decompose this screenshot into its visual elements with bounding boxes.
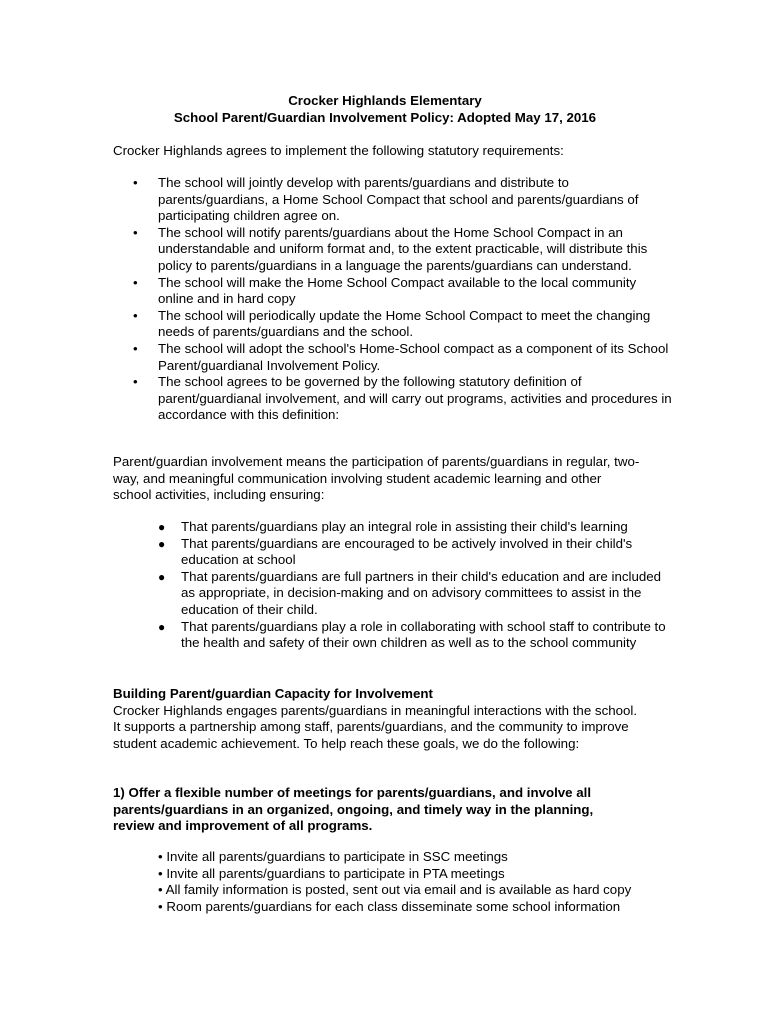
list-item bbox=[113, 225, 673, 275]
list-item bbox=[113, 374, 673, 424]
capacity-body: Crocker Highlands engages parents/guardians in meaningful interactions with the school. It supports a partnership among staff, parents/guardians, and the community to improve student academic achievement. To help reach these goals, we do the following: bbox=[113, 702, 638, 751]
list-item-text: The school will periodically update the Home School Compact to meet the changing needs of parents/guardians and the school. bbox=[158, 307, 651, 340]
list-item-text: The school will adopt the school's Home-School compact as a component of its School Parent/guardianal Involvement Policy. bbox=[158, 340, 669, 373]
list-item bbox=[113, 341, 673, 374]
list-item-text: The school will notify parents/guardians about the Home School Compact in an understandable and uniform format and, to the extent practicable, will distribute this policy to parents/guardians in a language the parents/guardians can understand. bbox=[158, 224, 648, 273]
list-item: • All family information is posted, sent out via email and is available as hard copy bbox=[158, 882, 632, 898]
policy-title: School Parent/Guardian Involvement Policy: Adopted May 17, 2016 bbox=[173, 110, 597, 125]
intro-paragraph: Crocker Highlands agrees to implement the following statutory requirements: bbox=[113, 143, 564, 158]
list-item bbox=[113, 619, 673, 652]
bullet-icon: ● bbox=[158, 536, 166, 551]
definition-paragraph: Parent/guardian involvement means the participation of parents/guardians in regular, two-way, and meaningful communication involving student academic learning and other school activities, including ensuring: bbox=[113, 454, 640, 503]
list-item bbox=[113, 175, 673, 225]
section1-list bbox=[158, 849, 678, 915]
bullet-icon: ● bbox=[158, 569, 166, 584]
list-item: • Room parents/guardians for each class disseminate some school information bbox=[158, 898, 621, 914]
list-item-text: The school will jointly develop with parents/guardians and distribute to parents/guardians, a Home School Compact that school and parents/guardians of participating children agree on. bbox=[158, 175, 639, 224]
list-item: • Invite all parents/guardians to participate in PTA meetings bbox=[158, 865, 505, 881]
capacity-section bbox=[113, 686, 643, 752]
requirements-list bbox=[113, 175, 673, 424]
school-name-title: Crocker Highlands Elementary bbox=[288, 93, 482, 108]
list-item-text: That parents/guardians play a role in collaborating with school staff to contribute to the health and safety of their own children as well as to the school community bbox=[181, 618, 666, 651]
bullet-icon: • bbox=[133, 175, 138, 190]
list-item-text: That parents/guardians play an integral role in assisting their child's learning bbox=[181, 519, 628, 534]
list-item bbox=[113, 275, 673, 308]
bullet-icon: ● bbox=[158, 619, 166, 634]
ensuring-list bbox=[113, 519, 673, 652]
bullet-icon: ● bbox=[158, 520, 166, 534]
list-item-text: That parents/guardians are full partners in their child's education and are included as appropriate, in decision-making and on advisory committees to assist in the education of their child. bbox=[181, 568, 662, 617]
bullet-icon: • bbox=[133, 374, 138, 390]
bullet-icon: • bbox=[133, 340, 138, 356]
list-item bbox=[113, 519, 673, 536]
bullet-icon: • bbox=[133, 274, 138, 290]
bullet-icon: • bbox=[133, 224, 138, 240]
list-item bbox=[113, 536, 673, 569]
section1-heading: 1) Offer a flexible number of meetings for parents/guardians, and involve all parents/guardians in an organized, ongoing, and timely way in the planning, review and improvement of all programs. bbox=[113, 785, 594, 834]
list-item-text: The school will make the Home School Compact available to the local community online and in hard copy bbox=[158, 274, 637, 307]
list-item bbox=[113, 308, 673, 341]
bullet-icon: • bbox=[133, 307, 138, 323]
capacity-heading: Building Parent/guardian Capacity for Involvement bbox=[113, 686, 433, 701]
list-item-text: The school agrees to be governed by the following statutory definition of parent/guardianal involvement, and will carry out programs, activities and procedures in accordance with this definition: bbox=[158, 374, 672, 423]
list-item: • Invite all parents/guardians to participate in SSC meetings bbox=[158, 849, 508, 864]
list-item bbox=[113, 569, 673, 619]
list-item-text: That parents/guardians are encouraged to be actively involved in their child's education at school bbox=[181, 535, 633, 568]
